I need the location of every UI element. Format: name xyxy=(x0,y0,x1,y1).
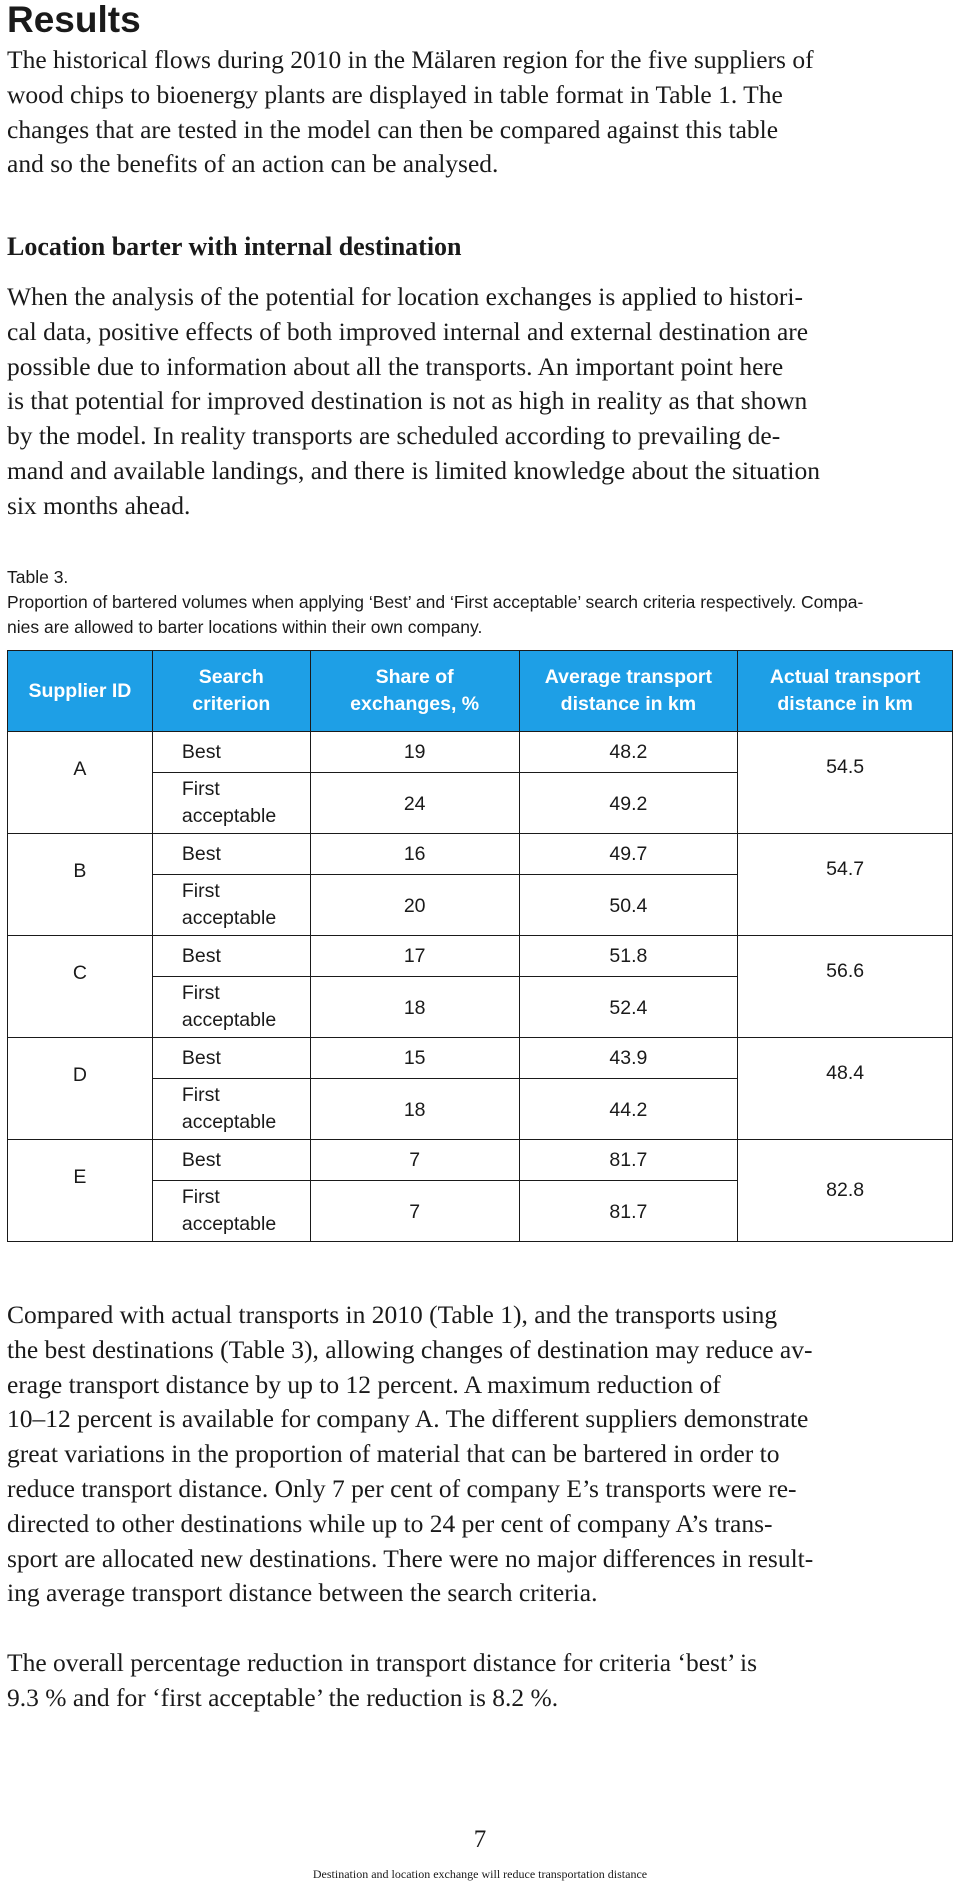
average-distance-cell: 43.9 xyxy=(519,1038,738,1079)
share-cell: 18 xyxy=(310,977,519,1038)
share-cell: 15 xyxy=(310,1038,519,1079)
criterion-cell: First acceptable xyxy=(152,1181,310,1242)
average-distance-cell: 44.2 xyxy=(519,1079,738,1140)
comparison-line: erage transport distance by up to 12 percent. A maximum reduction of xyxy=(7,1369,721,1399)
comparison-line: great variations in the proportion of material that can be bartered in order to xyxy=(7,1439,780,1469)
conclusion-line: 9.3 % and for ‘first acceptable’ the reduction is 8.2 %. xyxy=(7,1682,559,1712)
supplier-id-cell: E xyxy=(8,1140,153,1242)
supplier-id-cell: B xyxy=(8,834,153,936)
share-cell: 18 xyxy=(310,1079,519,1140)
actual-distance-cell: 54.7 xyxy=(738,834,953,936)
share-cell: 19 xyxy=(310,732,519,773)
share-cell: 7 xyxy=(310,1181,519,1242)
table-row xyxy=(8,732,953,773)
comparison-line: sport are allocated new destinations. There were no major differences in result- xyxy=(7,1543,814,1573)
average-distance-cell: 52.4 xyxy=(519,977,738,1038)
table-header-row xyxy=(8,651,953,732)
analysis-paragraph xyxy=(7,280,953,524)
header-share-of-exchanges: Share of exchanges, % xyxy=(310,651,519,732)
header-average-distance: Average transport distance in km xyxy=(519,651,738,732)
supplier-id-cell: C xyxy=(8,936,153,1038)
intro-line: The historical flows during 2010 in the Mälaren region for the five suppliers of xyxy=(7,45,814,74)
section-heading: Results xyxy=(7,0,141,40)
comparison-line: Compared with actual transports in 2010 (Table 1), and the transports using xyxy=(7,1300,778,1329)
intro-line: changes that are tested in the model can then be compared against this table xyxy=(7,114,779,144)
intro-paragraph xyxy=(7,43,953,182)
table-row xyxy=(8,1038,953,1079)
header-actual-distance: Actual transport distance in km xyxy=(738,651,953,732)
analysis-line: When the analysis of the potential for location exchanges is applied to histori- xyxy=(7,282,803,311)
criterion-cell: First acceptable xyxy=(152,875,310,936)
average-distance-cell: 48.2 xyxy=(519,732,738,773)
average-distance-cell: 49.7 xyxy=(519,834,738,875)
conclusion-line: The overall percentage reduction in transport distance for criteria ‘best’ is xyxy=(7,1648,758,1677)
bartered-volumes-table xyxy=(7,650,953,1242)
average-distance-cell: 81.7 xyxy=(519,1181,738,1242)
analysis-line: possible due to information about all the transports. An important point here xyxy=(7,351,784,381)
share-cell: 20 xyxy=(310,875,519,936)
conclusion-paragraph xyxy=(7,1646,953,1716)
comparison-line: ing average transport distance between the search criteria. xyxy=(7,1578,598,1608)
share-cell: 16 xyxy=(310,834,519,875)
table-caption-line: nies are allowed to barter locations within their own company. xyxy=(7,617,483,637)
analysis-line: by the model. In reality transports are scheduled according to prevailing de- xyxy=(7,421,781,451)
actual-distance-cell: 82.8 xyxy=(738,1140,953,1242)
criterion-cell: Best xyxy=(152,1038,310,1079)
analysis-line: cal data, positive effects of both improved internal and external destination are xyxy=(7,316,809,346)
comparison-line: 10–12 percent is available for company A. The different suppliers demonstrate xyxy=(7,1404,809,1434)
analysis-line: is that potential for improved destination is not as high in reality as that shown xyxy=(7,386,808,416)
analysis-line: mand and available landings, and there is limited knowledge about the situation xyxy=(7,455,820,485)
comparison-paragraph xyxy=(7,1298,953,1611)
page-number: 7 xyxy=(473,1826,487,1853)
actual-distance-cell: 48.4 xyxy=(738,1038,953,1140)
actual-distance-cell: 56.6 xyxy=(738,936,953,1038)
table-label: Table 3. xyxy=(7,567,69,587)
criterion-cell: First acceptable xyxy=(152,773,310,834)
analysis-line: six months ahead. xyxy=(7,490,191,520)
criterion-cell: Best xyxy=(152,834,310,875)
comparison-line: reduce transport distance. Only 7 per cent of company E’s transports were re- xyxy=(7,1473,797,1503)
actual-distance-cell: 54.5 xyxy=(738,732,953,834)
criterion-cell: Best xyxy=(152,936,310,977)
share-cell: 24 xyxy=(310,773,519,834)
criterion-cell: Best xyxy=(152,1140,310,1181)
comparison-line: the best destinations (Table 3), allowing changes of destination may reduce av- xyxy=(7,1334,813,1364)
average-distance-cell: 49.2 xyxy=(519,773,738,834)
share-cell: 7 xyxy=(310,1140,519,1181)
header-search-criterion: Search criterion xyxy=(152,651,310,732)
running-footer: Destination and location exchange will reduce transportation distance xyxy=(312,1867,648,1881)
criterion-cell: First acceptable xyxy=(152,977,310,1038)
table-row xyxy=(8,936,953,977)
criterion-cell: First acceptable xyxy=(152,1079,310,1140)
average-distance-cell: 51.8 xyxy=(519,936,738,977)
table-row xyxy=(8,834,953,875)
intro-line: and so the benefits of an action can be analysed. xyxy=(7,149,499,179)
supplier-id-cell: A xyxy=(8,732,153,834)
intro-line: wood chips to bioenergy plants are displayed in table format in Table 1. The xyxy=(7,79,783,109)
subsection-heading: Location barter with internal destination xyxy=(7,232,462,261)
header-supplier-id: Supplier ID xyxy=(8,651,153,732)
comparison-line: directed to other destinations while up to 24 per cent of company A’s trans- xyxy=(7,1508,773,1538)
table-caption-line: Proportion of bartered volumes when applying ‘Best’ and ‘First acceptable’ search criteria respectively. Compa- xyxy=(7,592,864,612)
average-distance-cell: 81.7 xyxy=(519,1140,738,1181)
criterion-cell: Best xyxy=(152,732,310,773)
average-distance-cell: 50.4 xyxy=(519,875,738,936)
share-cell: 17 xyxy=(310,936,519,977)
table-row xyxy=(8,1140,953,1181)
supplier-id-cell: D xyxy=(8,1038,153,1140)
